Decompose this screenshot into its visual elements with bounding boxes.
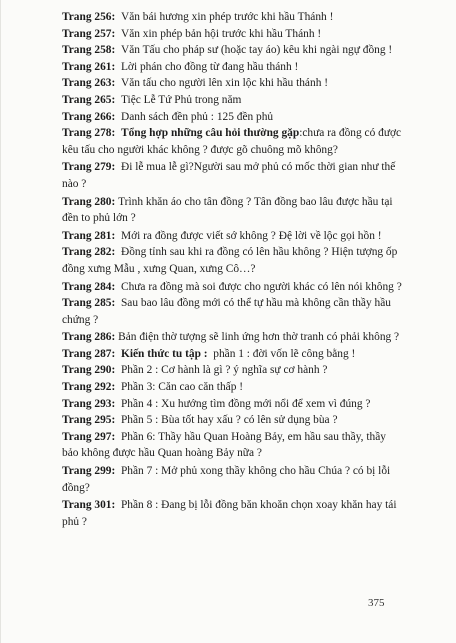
toc-entry-281: Trang 281: Mới ra đồng được viết sớ không ? Đệ lời về lộc gọi hồn ! bbox=[62, 229, 382, 242]
toc-entry-257: Trang 257: Văn xin phép bản hội trước khi hầu Thánh ! bbox=[62, 27, 322, 40]
toc-entry-280: Trang 280: Trình khăn áo cho tân đồng ? Tân đồng bao lâu được hầu tại đền to phủ lớn ? bbox=[62, 195, 393, 225]
toc-entry-284: Trang 284: Chưa ra đồng mà soi được cho người khác có lên nói không ? bbox=[62, 280, 402, 293]
page-number: 375 bbox=[368, 597, 385, 609]
toc-entry-287: Trang 287: Kiến thức tu tập : phần 1 : đời vốn lẽ công bằng ! bbox=[62, 347, 356, 360]
toc-entry-263: Trang 263: Văn tấu cho người lên xin lộc khi hầu thánh ! bbox=[62, 77, 329, 90]
toc-entry-278: Trang 278: Tổng hợp những câu hỏi thường gặp:chưa ra đồng có được kêu tấu cho người khác không ? được gõ chuông mõ không? bbox=[62, 127, 402, 156]
toc-entry-266: Trang 266: Danh sách đền phủ : 125 đền phủ bbox=[62, 110, 274, 123]
toc-entry-258: Trang 258: Văn Tấu cho pháp sư (hoặc tay áo) kêu khi ngài ngự đồng ! bbox=[62, 44, 393, 57]
table-of-contents bbox=[62, 9, 402, 531]
toc-entry-286: Trang 286: Bản điện thờ tượng sẽ linh ứng hơn thờ tranh có phải không ? bbox=[62, 331, 400, 344]
toc-entry-285: Trang 285: Sau bao lâu đồng mới có thể tự hầu mà không cần thầy hầu chứng ? bbox=[62, 297, 391, 326]
toc-entry-282: Trang 282: Đồng tỉnh sau khi ra đồng có lên hầu không ? Hiện tượng ốp đồng xưng Mẫu , xưng Quan, xưng Cô…? bbox=[62, 246, 398, 275]
toc-entry-297: Trang 297: Phần 6: Thầy hầu Quan Hoàng Bảy, em hầu sau thầy, thầy bảo không được hầu Quan hoàng Bảy nữa ? bbox=[62, 430, 386, 460]
toc-entry-299: Trang 299: Phần 7 : Mở phủ xong thầy không cho hầu Chúa ? có bị lỗi đồng? bbox=[62, 465, 391, 494]
toc-entry-265: Trang 265: Tiệc Lễ Tứ Phủ trong năm bbox=[62, 93, 242, 106]
toc-entry-279: Trang 279: Đi lễ mua lễ gì?Người sau mở phủ có mốc thời gian như thế nào ? bbox=[62, 161, 396, 190]
toc-entry-301: Trang 301: Phần 8 : Đang bị lỗi đồng băn khoăn chọn xoay khăn hay tái phủ ? bbox=[62, 499, 397, 528]
toc-entry-290: Trang 290: Phần 2 : Cơ hành là gì ? ý nghĩa sự cơ hành ? bbox=[62, 364, 328, 377]
toc-entry-256: Trang 256: Văn bái hương xin phép trước khi hầu Thánh ! bbox=[62, 11, 334, 23]
toc-entry-295: Trang 295: Phần 5 : Bùa tốt hay xấu ? có lên sử dụng bùa ? bbox=[62, 414, 338, 427]
toc-entry-293: Trang 293: Phần 4 : Xu hướng tìm đồng mới nổi để xem vì đúng ? bbox=[62, 397, 371, 410]
toc-entry-292: Trang 292: Phần 3: Căn cao căn thấp ! bbox=[62, 381, 244, 394]
toc-entry-261: Trang 261: Lời phán cho đồng từ đang hầu thánh ! bbox=[62, 60, 299, 73]
